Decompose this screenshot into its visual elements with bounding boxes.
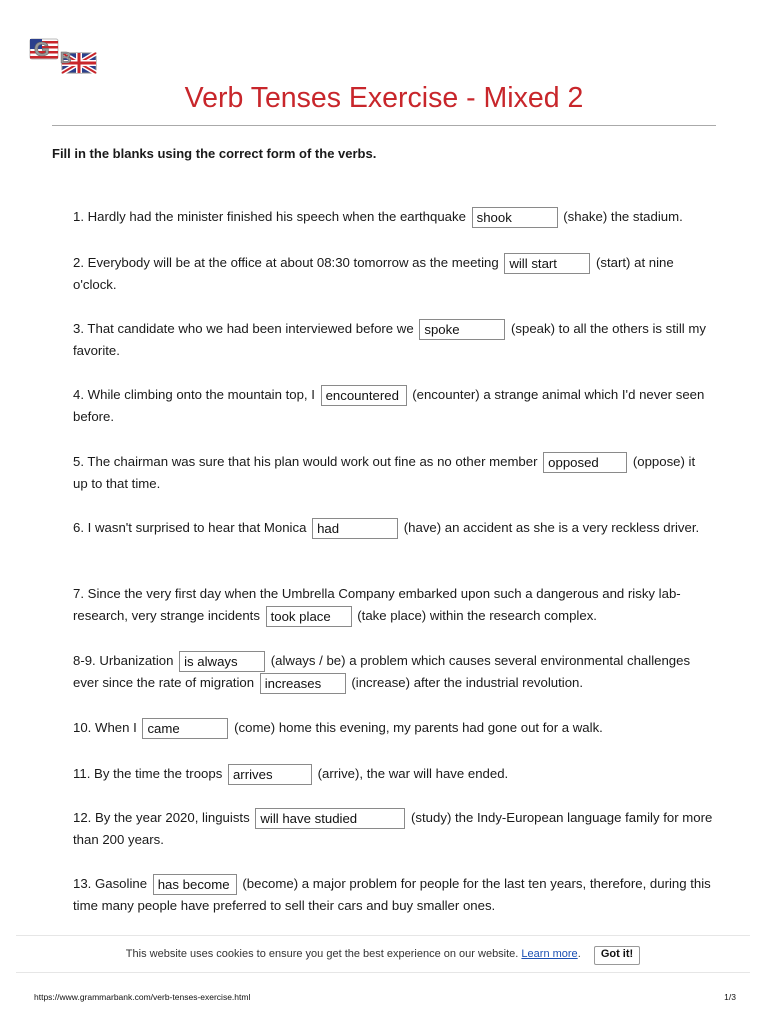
question-text: (always / be) a problem which causes several environmental challenges ever since the rate of migration [73,653,691,691]
question-text: 4. While climbing onto the mountain top, I [73,387,315,402]
answer-input[interactable]: will have studied [255,808,405,829]
title-divider [52,125,716,126]
question-12 [73,807,713,851]
question-text: 7. Since the very first day when the Umbrella Company embarked upon such a dangerous and risky lab-research, very strange incidents [73,586,681,623]
question-text: (have) an accident as she is a very reckless driver. [403,520,700,535]
question-5 [73,451,713,495]
question-text: (encounter) a strange animal which I'd never seen before. [73,387,705,425]
site-logo[interactable] [26,37,100,77]
question-1 [73,206,713,228]
question-3 [73,318,713,362]
instructions: Fill in the blanks using the correct form of the verbs. [52,146,377,161]
page-number: 1/3 [724,992,736,1002]
question-text: (take place) within the research complex. [357,608,597,623]
got-it-button[interactable]: Got it! [594,946,640,965]
question-6 [73,517,713,539]
question-10 [73,717,713,739]
answer-input[interactable]: took place [266,606,352,627]
question-2 [73,252,713,296]
question-text: 11. By the time the troops [73,766,223,781]
answer-input[interactable]: shook [472,207,558,228]
question-text: (shake) the stadium. [563,209,683,224]
page-title: Verb Tenses Exercise - Mixed 2 [184,82,584,114]
answer-input[interactable]: came [142,718,228,739]
learn-more-link[interactable]: Learn more [521,948,578,960]
question-text: 1. Hardly had the minister finished his speech when the earthquake [73,209,466,224]
gb-flags-logo-icon [26,37,100,77]
question-text: 13. Gasoline [73,876,148,891]
question-text: (arrive), the war will have ended. [317,766,509,781]
footer-url: https://www.grammarbank.com/verb-tenses-exercise.html [34,992,251,1002]
question-text: (become) a major problem for people for the last ten years, therefore, during this time many people have preferred to sell their cars and buy smaller ones. [73,876,711,914]
question-13 [73,873,713,917]
question-text: 6. I wasn't surprised to hear that Monica [73,520,307,535]
question-text: 3. That candidate who we had been interviewed before we [73,321,414,336]
question-text: (speak) to all the others is still my favorite. [73,321,706,359]
question-text: (study) the Indy-European language family for more than 200 years. [73,810,713,848]
question-text: (oppose) it up to that time. [73,454,696,492]
answer-input-2[interactable]: increases [260,673,346,694]
question-text: 8-9. Urbanization [73,653,174,668]
question-text: (increase) after the industrial revolution. [351,675,584,691]
question-text: 5. The chairman was sure that his plan would work out fine as no other member [73,454,538,469]
question-text: 12. By the year 2020, linguists [73,810,250,825]
answer-input[interactable]: encountered [321,385,407,406]
question-8-9 [73,650,713,694]
question-text: 2. Everybody will be at the office at about 08:30 tomorrow as the meeting [73,255,499,270]
svg-text:G: G [34,39,50,61]
answer-input[interactable]: arrives [228,764,312,785]
cookie-banner: This website uses cookies to ensure you get the best experience on our website. Learn more. Got it! [16,935,750,973]
answer-input[interactable]: is always [179,651,265,672]
question-text: (come) home this evening, my parents had gone out for a walk. [234,720,603,735]
question-7 [73,583,713,627]
question-4 [73,384,713,428]
question-11 [73,763,713,785]
answer-input[interactable]: will start [504,253,590,274]
answer-input[interactable]: opposed [543,452,627,473]
question-text: 10. When I [73,720,137,735]
cookie-text: This website uses cookies to ensure you get the best experience on our website. [125,948,519,960]
answer-input[interactable]: had [312,518,398,539]
svg-text:B: B [60,50,72,67]
answer-input[interactable]: has become [153,874,237,895]
answer-input[interactable]: spoke [419,319,505,340]
question-text: (start) at nine o'clock. [73,255,674,293]
